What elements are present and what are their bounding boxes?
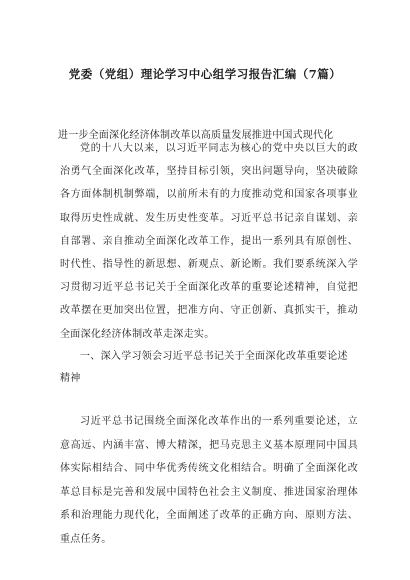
section-heading: 一、深入学习领会习近平总书记关于全面深化改革重要论述精神 [60, 351, 348, 384]
section-paragraph: 习近平总书记围绕全面深化改革作出的一系列重要论述，立意高远、内涵丰富、博大精深，把马克思主义基本原理同中国具体实际相结合、同中华优秀传统文化相结合。明确了全面深化改革总目标是完善和发展中国特色社会主义制度、推进国家治理体系和治理能力现代化，全面阐述了改革的正确方向、原则方法、重点任务。 [60, 416, 358, 545]
document-title: 党委（党组）理论学习中心组学习报告汇编（7篇） [68, 67, 342, 81]
document-subtitle: 进一步全面深化经济体制改革以高质量发展推进中国式现代化 [58, 130, 334, 141]
intro-paragraph: 党的十八大以来，以习近平同志为核心的党中央以巨大的政治勇气全面深化改革，坚持目标引领，突出问题导向，坚决破除各方面体制机制弊端，以前所未有的力度推动党和国家各项事业取得历史性成就、发生历史性变革。习近平总书记亲自谋划、亲自部署、亲自推动全面深化改革工作，提出一系列具有原创性、时代性、指导性的新思想、新观点、新论断。我们要系统深入学习贯彻习近平总书记关于全面深化改革的重要论述精神，自觉把改革摆在更加突出位置，把准方向、守正创新、真抓实干，推动全面深化经济体制改革走深走实。 [60, 143, 358, 340]
